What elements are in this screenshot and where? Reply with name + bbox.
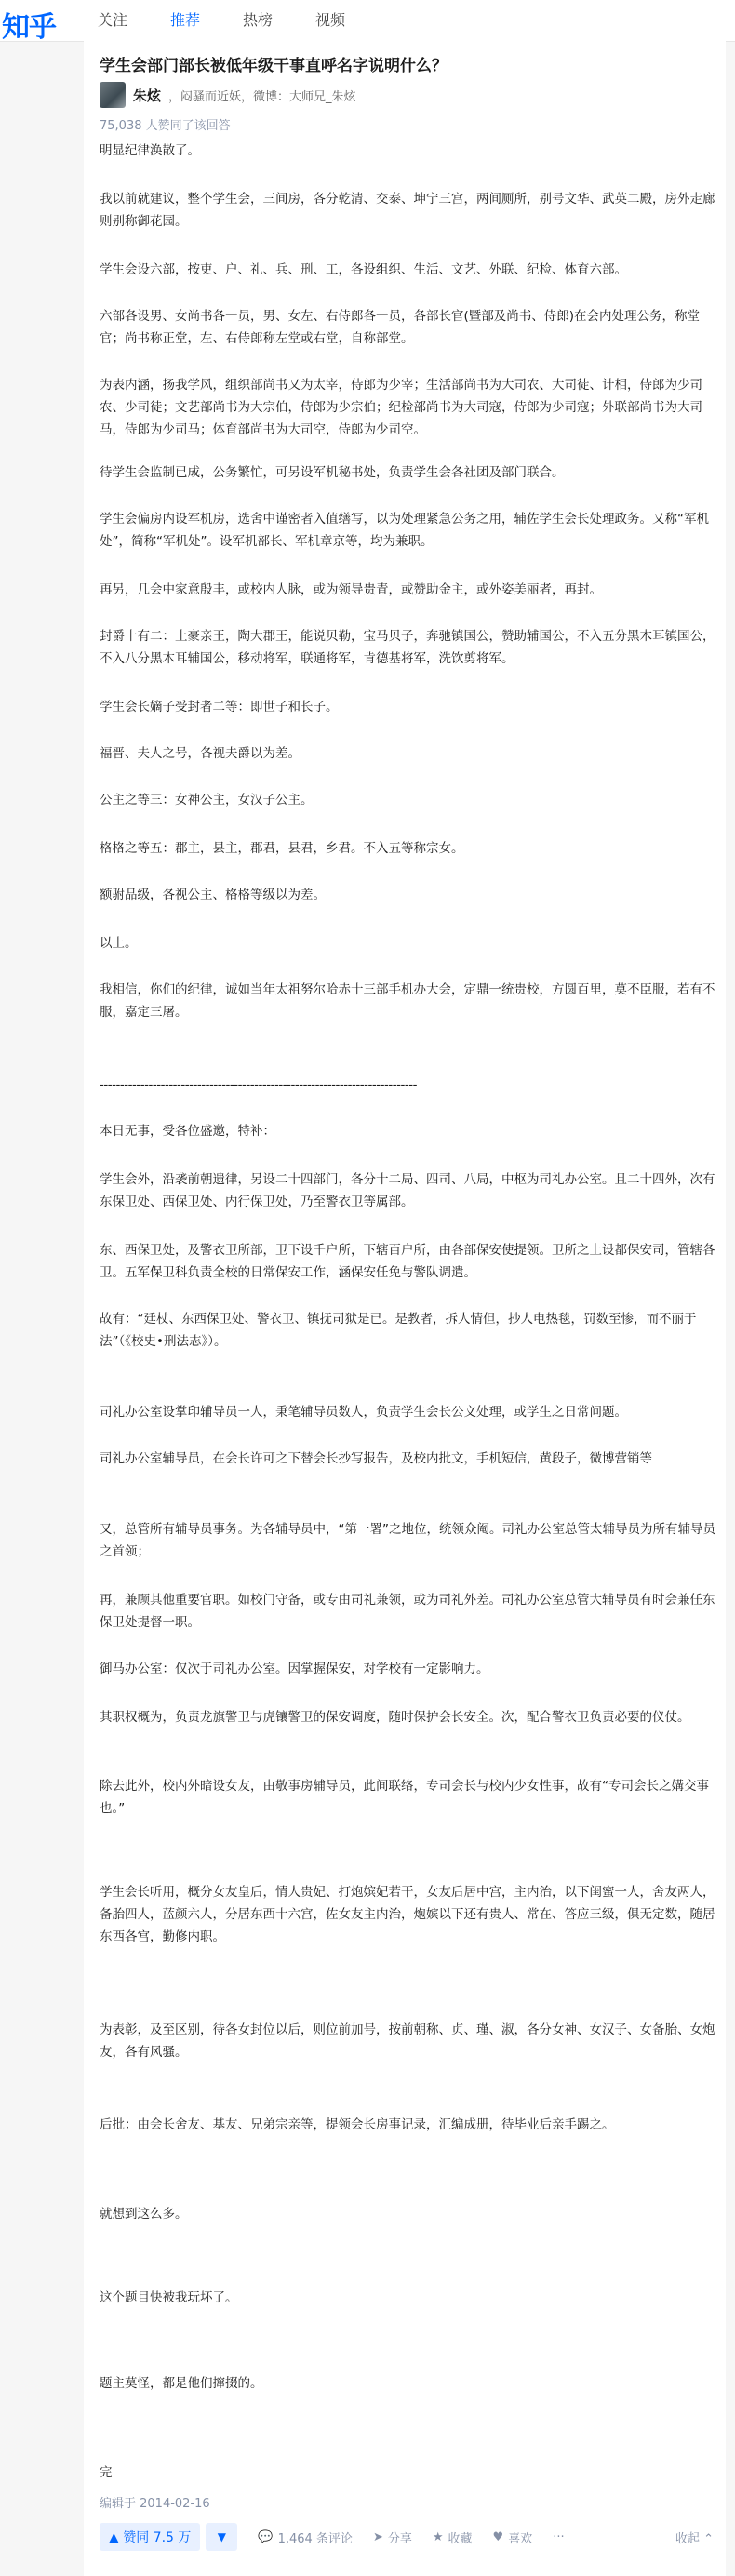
answer-paragraph: 再，兼顾其他重要官职。如校门守备，或专由司礼兼领，或为司礼外差。司礼办公室总管大辅导员有时会兼任东保卫处提督一职。: [100, 1593, 715, 1630]
answer-paragraph: 学生会设六部，按吏、户、礼、兵、刑、工，各设组织、生活、文艺、外联、纪检、体育六部。: [100, 262, 627, 277]
nav-video[interactable]: 视频: [315, 11, 346, 29]
comments-button[interactable]: [258, 2529, 353, 2546]
star-icon: ★: [432, 2529, 444, 2544]
heart-icon: ♥: [492, 2529, 504, 2544]
answer-paragraph: 公主之等三：女神公主，女汉子公主。: [100, 793, 314, 808]
nav-following[interactable]: 关注: [98, 11, 128, 29]
answer-paragraph: 学生会外，沿袭前朝遗律，另设二十四部门，各分十二局、四司、八局，中枢为司礼办公室。且二十四外，次有东保卫处、西保卫处、内行保卫处，乃至警衣卫等属部。: [100, 1172, 715, 1209]
answer-paragraph: 题主莫怪，都是他们撺掇的。: [100, 2376, 263, 2391]
answer-paragraph: 就想到这么多。: [100, 2207, 188, 2222]
nav-recommend[interactable]: 推荐: [170, 11, 201, 29]
more-button[interactable]: ···: [553, 2529, 565, 2544]
answer-paragraph: 本日无事，受各位盛邀，特补：: [100, 1124, 275, 1139]
approve-count: 75,038 人赞同了该回答: [100, 119, 231, 133]
answer-paragraph: 除去此外，校内外暗设女友，由敬事房辅导员，此间联络，专司会长与校内少女性事，故有“专司会长之媾交事也。”: [100, 1779, 709, 1816]
answer-paragraph: 东、西保卫处，及警衣卫所部，卫下设千户所，下辖百户所，由各部保安使提领。卫所之上设都保安司，管辖各卫。五军保卫科负责全校的日常保安工作，涵保安任免与警队调遣。: [100, 1243, 715, 1280]
author-bio: ，闷骚而近妖，微博：大师兄_朱炫: [168, 89, 356, 104]
like-button[interactable]: [493, 2529, 533, 2546]
author-name[interactable]: 朱炫: [133, 87, 162, 104]
main-nav: [98, 0, 388, 41]
answer-paragraph: 再另，几会中家意殷丰，或校内人脉，或为领导贵青，或赞助金主，或外姿美丽者，再封。: [100, 582, 602, 597]
answer-paragraph: 格格之等五：郡主，县主，郡君，县君，乡君。不入五等称宗女。: [100, 841, 464, 856]
answer-paragraph: 为表彰，及至区别，待各女封位以后，则位前加号，按前朝称、贞、瑾、淑，各分女神、女汉子、女备胎、女炮友，各有风骚。: [100, 2022, 715, 2060]
favorite-button[interactable]: [433, 2529, 473, 2546]
share-label: 分享: [387, 2531, 412, 2546]
answer-paragraph: 这个题目快被我玩坏了。: [100, 2290, 238, 2305]
vote-down-button[interactable]: ▼: [206, 2523, 237, 2551]
answer-paragraph: 故有：“廷杖、东西保卫处、警衣卫、镇抚司狱是已。是教者，拆人情但，抄人电热毯，罚数至惨，而不丽于法”（《校史•刑法志》）。: [100, 1312, 697, 1349]
answer-paragraph: 以上。: [100, 936, 138, 951]
answer-paragraph: 学生会长嫡子受封者二等：即世子和长子。: [100, 700, 339, 714]
answer-paragraph: 学生会偏房内设军机房，选舍中谨密者入值缮写，以为处理紧急公务之用，辅佐学生会长处理政务。又称“军机处”，简称“军机处”。设军机部长、军机章京等，均为兼职。: [100, 512, 709, 549]
question-title[interactable]: 学生会部门部长被低年级干事直呼名字说明什么？: [100, 57, 448, 75]
like-label: 喜欢: [508, 2531, 533, 2546]
share-icon: ➤: [372, 2529, 383, 2544]
answer-paragraph: 司礼办公室辅导员，在会长许可之下替会长抄写报告，及校内批文，手机短信，黄段子，微博营销等: [100, 1451, 652, 1466]
answer-paragraph: 待学生会监制已成，公务繁忙，可另设军机秘书处，负责学生会各社团及部门联合。: [100, 465, 565, 480]
vote-up-button[interactable]: ▲ 赞同 7.5 万: [100, 2523, 200, 2551]
answer-paragraph: 后批：由会长舍友、基友、兄弟宗亲等，提领会长房事记录，汇编成册，待毕业后亲手踢之。: [100, 2117, 615, 2132]
answer-paragraph: 司礼办公室设掌印辅导员一人，秉笔辅导员数人，负责学生会长公文处理，或学生之日常问题。: [100, 1405, 627, 1420]
answer-card: [84, 41, 726, 2576]
favorite-label: 收藏: [448, 2531, 473, 2546]
author-info: [100, 80, 356, 110]
zhihu-logo[interactable]: 知乎: [2, 11, 56, 44]
comments-label: 1,464 条评论: [277, 2531, 353, 2546]
comment-icon: 💬: [258, 2529, 274, 2544]
nav-hot[interactable]: 热榜: [243, 11, 274, 29]
collapse-button[interactable]: 收起 ⌃: [675, 2531, 714, 2546]
divider-line: ------------------------------------------------------------------------------: [100, 1077, 417, 1092]
avatar[interactable]: [100, 82, 126, 108]
answer-paragraph: 六部各设男、女尚书各一员，男、女左、右侍郎各一员，各部长官(暨部及尚书、侍郎)在会内处理公务，称堂官；尚书称正堂，左、右侍郎称左堂或右堂，自称部堂。: [100, 309, 701, 346]
answer-paragraph: 完: [100, 2465, 113, 2480]
answer-paragraph: 我以前就建议，整个学生会，三间房，各分乾清、交泰、坤宁三宫，两间厕所，别号文华、武英二殿，房外走廊则别称御花园。: [100, 192, 715, 229]
answer-paragraph: 福晋、夫人之号，各视夫爵以为差。: [100, 746, 301, 761]
answer-paragraph: 御马办公室：仅次于司礼办公室。因掌握保安，对学校有一定影响力。: [100, 1662, 489, 1676]
answer-paragraph: 其职权概为，负责龙旗警卫与虎镶警卫的保安调度，随时保护会长安全。次，配合警衣卫负责必要的仪仗。: [100, 1710, 690, 1725]
answer-paragraph: 额驸品级，各视公主、格格等级以为差。: [100, 888, 326, 902]
answer-paragraph: 我相信，你们的纪律，诚如当年太祖努尔哈赤十三部手机办大会，定鼎一统贵校，方圆百里，莫不臣服，若有不服，嘉定三屠。: [100, 982, 715, 1020]
edit-time: 编辑于 2014-02-16: [100, 2497, 210, 2511]
answer-paragraph: 学生会长听用，概分女友皇后，情人贵妃、打炮嫔妃若干，女友后居中宫，主内治，以下闺蜜一人，舍友两人，备胎四人，蓝颜六人，分居东西十六宫，佐女友主内治，炮嫔以下还有贵人、常在、答应三级，俱无定数，随居东西各宫，勤修内职。: [100, 1885, 715, 1944]
top-navbar: [0, 0, 735, 42]
share-button[interactable]: [373, 2529, 412, 2546]
answer-actions: [100, 2521, 714, 2553]
answer-paragraph: 明显纪律涣散了。: [100, 143, 200, 158]
answer-paragraph: 又，总管所有辅导员事务。为各辅导员中，“第一署”之地位，统领众阉。司礼办公室总管太辅导员为所有辅导员之首领；: [100, 1522, 715, 1559]
answer-paragraph: 封爵十有二：土豪亲王，陶大郡王，能说贝勒，宝马贝子，奔驰镇国公，赞助辅国公，不入五分黑木耳镇国公，不入八分黑木耳辅国公，移动将军，联通将军，肯德基将军，洗饮剪将军。: [100, 629, 715, 666]
answer-paragraph: 为表内涵，扬我学风，组织部尚书又为太宰，侍郎为少宰；生活部尚书为大司农、大司徒、计相，侍郎为少司农、少司徒；文艺部尚书为大宗伯，侍郎为少宗伯；纪检部尚书为大司寇，侍郎为少司寇；外联部尚书为大司马，侍郎为少司马；体育部尚书为大司空，侍郎为少司空。: [100, 378, 702, 437]
